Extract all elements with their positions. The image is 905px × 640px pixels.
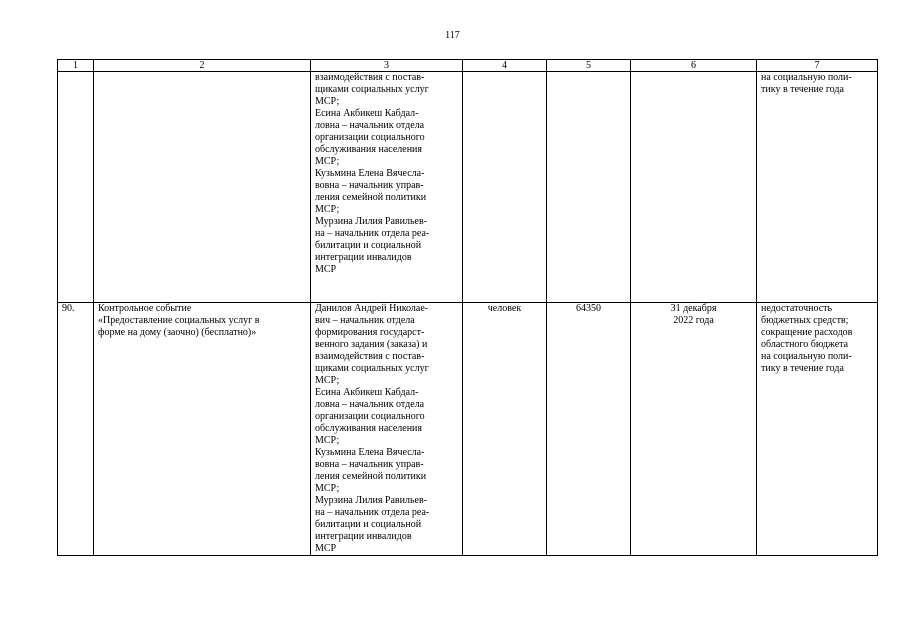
header-col-4: 4 bbox=[463, 60, 547, 72]
cell-risk: на социальную поли- тику в течение года bbox=[757, 72, 878, 303]
table-row bbox=[58, 72, 878, 303]
header-col-6: 6 bbox=[631, 60, 757, 72]
cell-event: Контрольное событие «Предоставление социальных услуг в форме на дому (заочно) (бесплатно)» bbox=[94, 303, 311, 556]
cell-event bbox=[94, 72, 311, 303]
header-col-1: 1 bbox=[58, 60, 94, 72]
cell-responsible: Данилов Андрей Николае- вич – начальник отдела формирования государст- венного задания (заказа) и взаимодействия с постав- щиками социальных услуг МСР; Есина Акбикеш Кабдал- ловна – начальник отдела организации социального обслуживания населения МСР; Кузьмина Елена Вячесла- вовна – начальник управ- ления семейной политики МСР; Мурзина Лилия Равильев- на – начальник отдела реа- билитации и социальной интеграции инвалидов МСР bbox=[311, 303, 463, 556]
header-row bbox=[58, 60, 878, 72]
plan-table bbox=[57, 59, 878, 556]
cell-unit: человек bbox=[463, 303, 547, 556]
cell-value: 64350 bbox=[547, 303, 631, 556]
cell-number: 90. bbox=[58, 303, 94, 556]
table-row bbox=[58, 303, 878, 556]
cell-unit bbox=[463, 72, 547, 303]
cell-risk: недостаточность бюджетных средств; сокращение расходов областного бюджета на социальную поли- тику в течение года bbox=[757, 303, 878, 556]
cell-value bbox=[547, 72, 631, 303]
cell-deadline: 31 декабря 2022 года bbox=[631, 303, 757, 556]
cell-responsible: взаимодействия с постав- щиками социальных услуг МСР; Есина Акбикеш Кабдал- ловна – начальник отдела организации социального обслуживания населения МСР; Кузьмина Елена Вячесла- вовна – начальник управ- ления семейной политики МСР; Мурзина Лилия Равильев- на – начальник отдела реа- билитации и социальной интеграции инвалидов МСР bbox=[311, 72, 463, 303]
cell-deadline bbox=[631, 72, 757, 303]
header-col-7: 7 bbox=[757, 60, 878, 72]
cell-number bbox=[58, 72, 94, 303]
header-col-2: 2 bbox=[94, 60, 311, 72]
header-col-3: 3 bbox=[311, 60, 463, 72]
header-col-5: 5 bbox=[547, 60, 631, 72]
page-number: 117 bbox=[445, 30, 460, 41]
